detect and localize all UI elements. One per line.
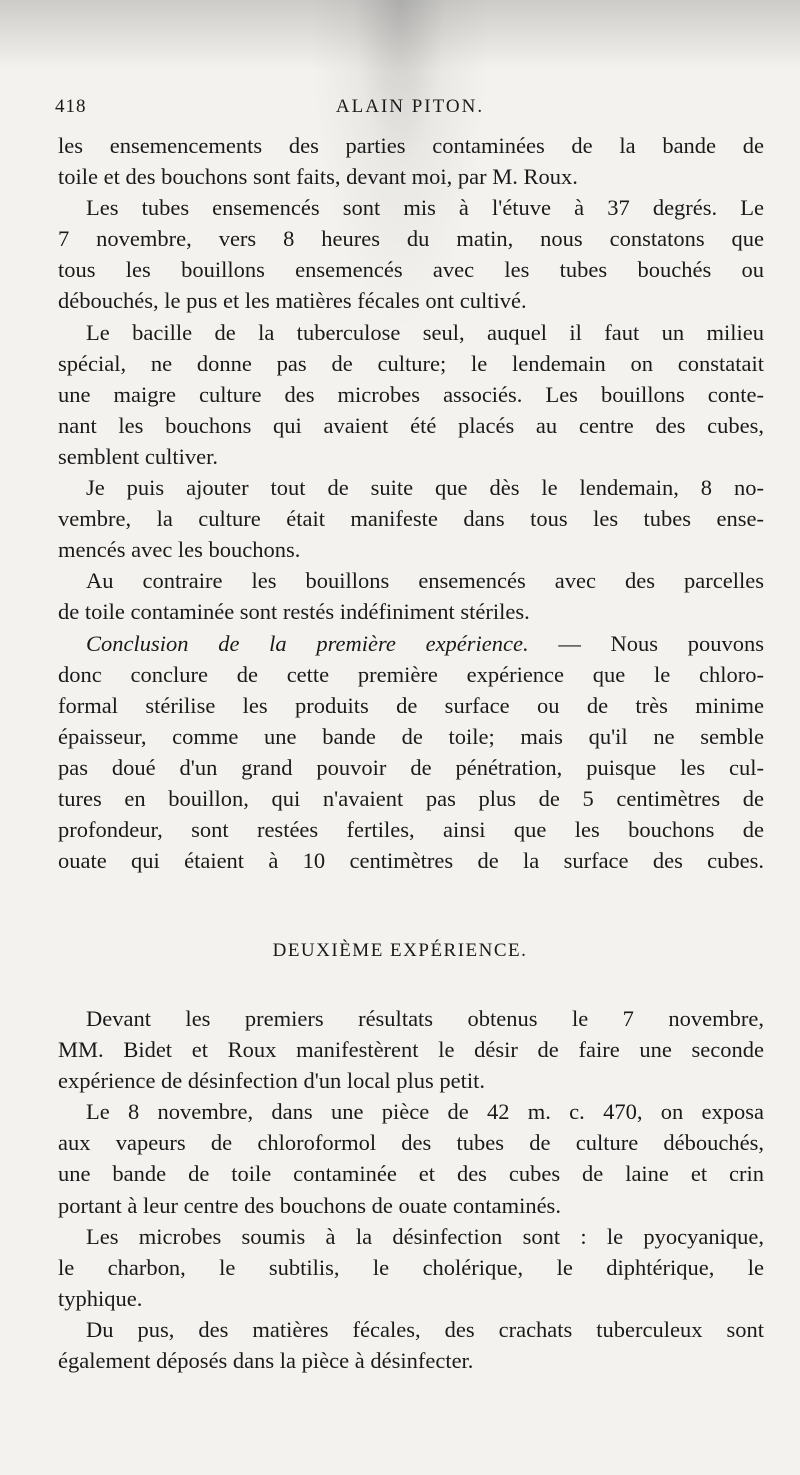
- text-line: profondeur, sont restées fertiles, ainsi que les bouchons de: [58, 817, 764, 843]
- text-line: Les tubes ensemencés sont mis à l'étuve à 37 degrés. Le: [86, 195, 764, 221]
- body-text-section-1: [58, 130, 764, 876]
- text-line: épaisseur, comme une bande de toile; mais qu'il ne semble: [58, 723, 764, 749]
- page-number: 418: [55, 96, 87, 117]
- text-line: tures en bouillon, qui n'avaient pas plus de 5 centimètres de: [58, 785, 764, 811]
- text-line: aux vapeurs de chloroformol des tubes de culture débouchés,: [58, 1130, 764, 1156]
- text-line: mencés avec les bouchons.: [58, 537, 301, 563]
- text-line: formal stérilise les produits de surface ou de très minime: [58, 692, 764, 718]
- scan-shadow: [0, 0, 800, 70]
- text-line: pas doué d'un grand pouvoir de pénétration, puisque les cul-: [58, 754, 764, 780]
- conclusion-title: Conclusion de la première expérience.: [86, 630, 529, 656]
- text-line: le charbon, le subtilis, le cholérique, le diphtérique, le: [58, 1254, 764, 1280]
- text-line: Je puis ajouter tout de suite que dès le lendemain, 8 no-: [86, 475, 764, 501]
- text-line: toile et des bouchons sont faits, devant moi, par M. Roux.: [58, 164, 578, 190]
- text-line: Au contraire les bouillons ensemencés avec des parcelles: [86, 568, 764, 594]
- text-line: également déposés dans la pièce à désinfecter.: [58, 1348, 474, 1374]
- text-line: une bande de toile contaminée et des cubes de laine et crin: [58, 1161, 764, 1187]
- text-line: tous les bouillons ensemencés avec les tubes bouchés ou: [58, 257, 764, 283]
- text-line: spécial, ne donne pas de culture; le lendemain on constatait: [58, 350, 764, 376]
- running-head: ALAIN PITON.: [335, 96, 485, 117]
- conclusion-first-line-rest: — Nous pouvons: [528, 630, 764, 656]
- text-line: une maigre culture des microbes associés. Les bouillons conte-: [58, 381, 764, 407]
- text-line: MM. Bidet et Roux manifestèrent le désir de faire une seconde: [58, 1037, 764, 1063]
- body-text-section-2: [58, 1003, 764, 1376]
- text-line: les ensemencements des parties contaminées de la bande de: [58, 133, 764, 158]
- text-line: Devant les premiers résultats obtenus le 7 novembre,: [86, 1006, 764, 1031]
- section-heading: DEUXIÈME EXPÉRIENCE.: [272, 940, 528, 961]
- conclusion-heading-line: [58, 628, 764, 659]
- text-line: semblent cultiver.: [58, 443, 218, 469]
- text-line: Le 8 novembre, dans une pièce de 42 m. c. 470, on exposa: [86, 1099, 764, 1125]
- text-line: Les microbes soumis à la désinfection sont : le pyocyanique,: [86, 1223, 764, 1249]
- text-line: Du pus, des matières fécales, des crachats tuberculeux sont: [86, 1316, 764, 1342]
- text-line: 7 novembre, vers 8 heures du matin, nous constatons que: [58, 226, 764, 252]
- text-line: débouchés, le pus et les matières fécales ont cultivé.: [58, 288, 527, 314]
- text-line: nant les bouchons qui avaient été placés au centre des cubes,: [58, 412, 764, 438]
- text-line: typhique.: [58, 1285, 143, 1311]
- text-line: expérience de désinfection d'un local plus petit.: [58, 1068, 486, 1094]
- text-line: portant à leur centre des bouchons de ouate contaminés.: [58, 1192, 561, 1218]
- text-line: vembre, la culture était manifeste dans tous les tubes ense-: [58, 506, 764, 532]
- page-header: [55, 96, 765, 122]
- text-line: ouate qui étaient à 10 centimètres de la surface des cubes.: [58, 848, 764, 874]
- text-line: Le bacille de la tuberculose seul, auquel il faut un milieu: [86, 319, 764, 345]
- text-line: de toile contaminée sont restés indéfiniment stériles.: [58, 599, 530, 625]
- text-line: donc conclure de cette première expérience que le chloro-: [58, 661, 764, 687]
